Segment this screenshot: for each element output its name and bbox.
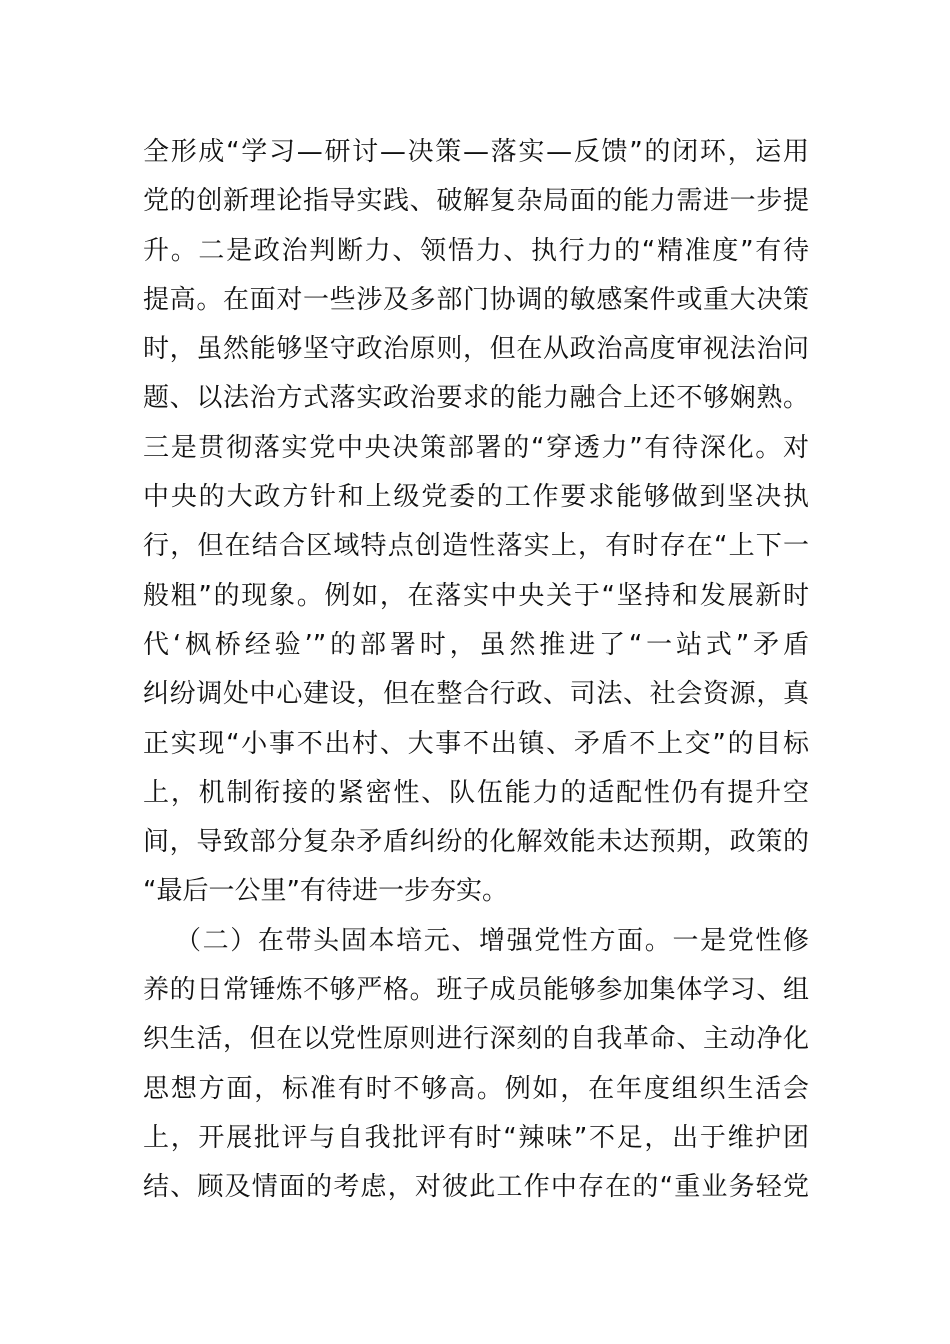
text-line: 中央的大政方针和上级党委的工作要求能够做到坚决执 (143, 482, 809, 513)
text-line: 行，但在结合区域特点创造性落实上，有时存在“上下一 (143, 531, 809, 562)
text-line: 织生活，但在以党性原则进行深刻的自我革命、主动净化 (143, 1024, 809, 1055)
text-line: 思想方面，标准有时不够高。例如，在年度组织生活会 (143, 1073, 809, 1104)
text-line: 时，虽然能够坚守政治原则，但在从政治高度审视法治问 (143, 334, 809, 365)
paragraph-end-line: “最后一公里”有待进一步夯实。 (143, 876, 508, 907)
text-line: 党的创新理论指导实践、破解复杂局面的能力需进一步提 (143, 186, 809, 217)
text-line: 三是贯彻落实党中央决策部署的“穿透力”有待深化。对 (143, 432, 809, 463)
text-line: 代‘枫桥经验’”的部署时，虽然推进了“一站式”矛盾 (143, 629, 809, 660)
text-line: 全形成“学习—研讨—决策—落实—反馈”的闭环，运用 (143, 137, 809, 167)
body-text (143, 128, 809, 1213)
text-line: 上，开展批评与自我批评有时“辣味”不足，出于维护团 (143, 1122, 809, 1153)
text-line: 题、以法治方式落实政治要求的能力融合上还不够娴熟。 (143, 383, 809, 414)
text-line: 养的日常锤炼不够严格。班子成员能够参加集体学习、组 (143, 975, 809, 1006)
text-line: 结、顾及情面的考虑，对彼此工作中存在的“重业务轻党 (143, 1172, 809, 1203)
text-line: 升。二是政治判断力、领悟力、执行力的“精准度”有待 (143, 235, 809, 266)
text-line: 间，导致部分复杂矛盾纠纷的化解效能未达预期，政策的 (143, 827, 809, 858)
section-heading-line: （二）在带头固本培元、增强党性方面。一是党性修 (175, 925, 809, 956)
text-line: 上，机制衔接的紧密性、队伍能力的适配性仍有提升空 (143, 777, 809, 808)
text-line: 般粗”的现象。例如，在落实中央关于“坚持和发展新时 (143, 580, 809, 611)
text-line: 正实现“小事不出村、大事不出镇、矛盾不上交”的目标 (143, 728, 809, 759)
text-line: 纠纷调处中心建设，但在整合行政、司法、社会资源，真 (143, 679, 809, 710)
text-line: 提高。在面对一些涉及多部门协调的敏感案件或重大决策 (143, 284, 809, 315)
